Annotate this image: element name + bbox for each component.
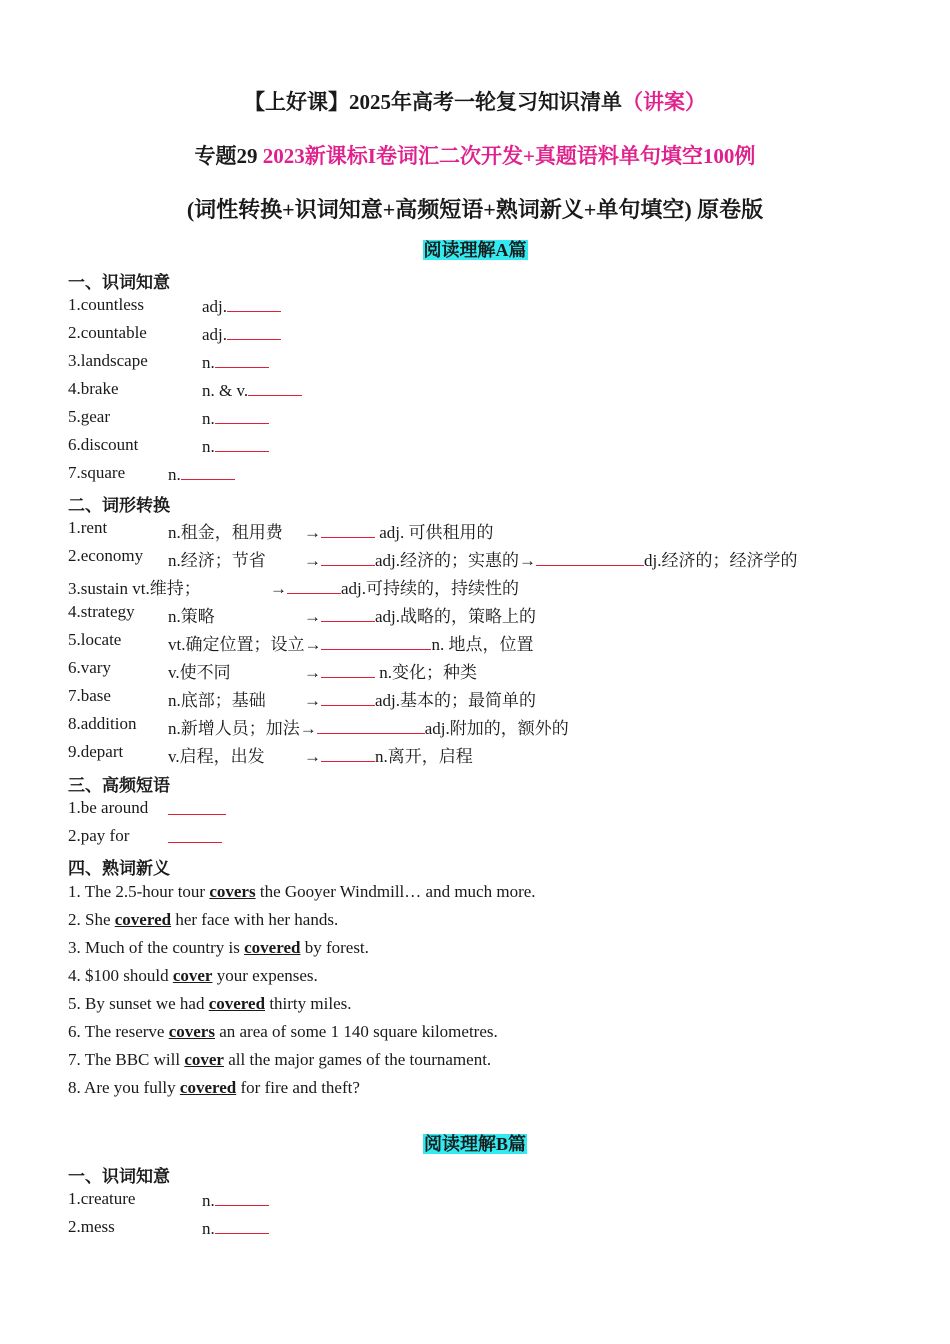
key-word: covered bbox=[179, 1078, 237, 1097]
section-b-title: 阅读理解B篇 bbox=[423, 1134, 526, 1154]
sentence-item: 1. The 2.5-hour tour covers the Gooyer Windmill… and much more. bbox=[68, 882, 536, 901]
sentence-item: 6. The reserve covers an area of some 1 140 square kilometres. bbox=[68, 1022, 498, 1041]
sentence-item: 7. The BBC will cover all the major games of the tournament. bbox=[68, 1050, 492, 1069]
answer-blank[interactable] bbox=[215, 1217, 269, 1234]
key-word: covers bbox=[209, 882, 256, 901]
answer-blank[interactable] bbox=[215, 407, 269, 424]
answer-blank[interactable] bbox=[227, 323, 281, 340]
answer-blank[interactable] bbox=[287, 577, 341, 594]
doc-title-main: 【上好课】2025年高考一轮复习知识清单 bbox=[244, 90, 622, 114]
sentence-item: 2. She covered her face with her hands. bbox=[68, 910, 339, 929]
doc-title-tag: （讲案） bbox=[622, 90, 706, 114]
doc-title-line1 bbox=[0, 86, 950, 116]
key-word: covered bbox=[114, 910, 172, 929]
section-b-part1-heading: 一、识词知意 bbox=[68, 1167, 170, 1187]
section-a-part4-heading: 四、熟词新义 bbox=[68, 859, 170, 879]
answer-blank[interactable] bbox=[168, 826, 222, 843]
answer-blank[interactable] bbox=[215, 435, 269, 452]
sentence-item: 4. $100 should cover your expenses. bbox=[68, 966, 318, 985]
answer-blank[interactable] bbox=[317, 717, 425, 734]
answer-blank[interactable] bbox=[321, 521, 375, 538]
doc-title-line2 bbox=[0, 140, 950, 170]
key-word: covers bbox=[168, 1022, 215, 1041]
answer-blank[interactable] bbox=[215, 1189, 269, 1206]
answer-blank[interactable] bbox=[248, 379, 302, 396]
answer-blank[interactable] bbox=[321, 549, 375, 566]
topic-number: 专题29 bbox=[194, 144, 263, 168]
key-word: cover bbox=[172, 966, 213, 985]
answer-blank[interactable] bbox=[321, 661, 375, 678]
answer-blank[interactable] bbox=[321, 633, 431, 650]
sentence-item: 8. Are you fully covered for fire and theft? bbox=[68, 1078, 360, 1097]
topic-title: 2023新课标I卷词汇二次开发+真题语料单句填空100例 bbox=[262, 144, 756, 168]
section-a-part3-heading: 三、高频短语 bbox=[68, 776, 170, 796]
section-a-part1-heading: 一、识词知意 bbox=[68, 273, 170, 293]
answer-blank[interactable] bbox=[168, 798, 226, 815]
answer-blank[interactable] bbox=[536, 549, 644, 566]
sentence-item: 5. By sunset we had covered thirty miles. bbox=[68, 994, 352, 1013]
answer-blank[interactable] bbox=[321, 689, 375, 706]
section-a-part2-heading: 二、词形转换 bbox=[68, 496, 170, 516]
answer-blank[interactable] bbox=[321, 745, 375, 762]
answer-blank[interactable] bbox=[181, 463, 235, 480]
key-word: covered bbox=[244, 938, 301, 957]
sentence-item: 3. Much of the country is covered by forest. bbox=[68, 938, 369, 957]
answer-blank[interactable] bbox=[227, 295, 281, 312]
section-a-title: 阅读理解A篇 bbox=[423, 240, 527, 260]
key-word: cover bbox=[184, 1050, 224, 1069]
answer-blank[interactable] bbox=[321, 605, 375, 622]
key-word: covered bbox=[208, 994, 266, 1013]
doc-subtitle: (词性转换+识词知意+高频短语+熟词新义+单句填空) 原卷版 bbox=[186, 197, 764, 222]
answer-blank[interactable] bbox=[215, 351, 269, 368]
